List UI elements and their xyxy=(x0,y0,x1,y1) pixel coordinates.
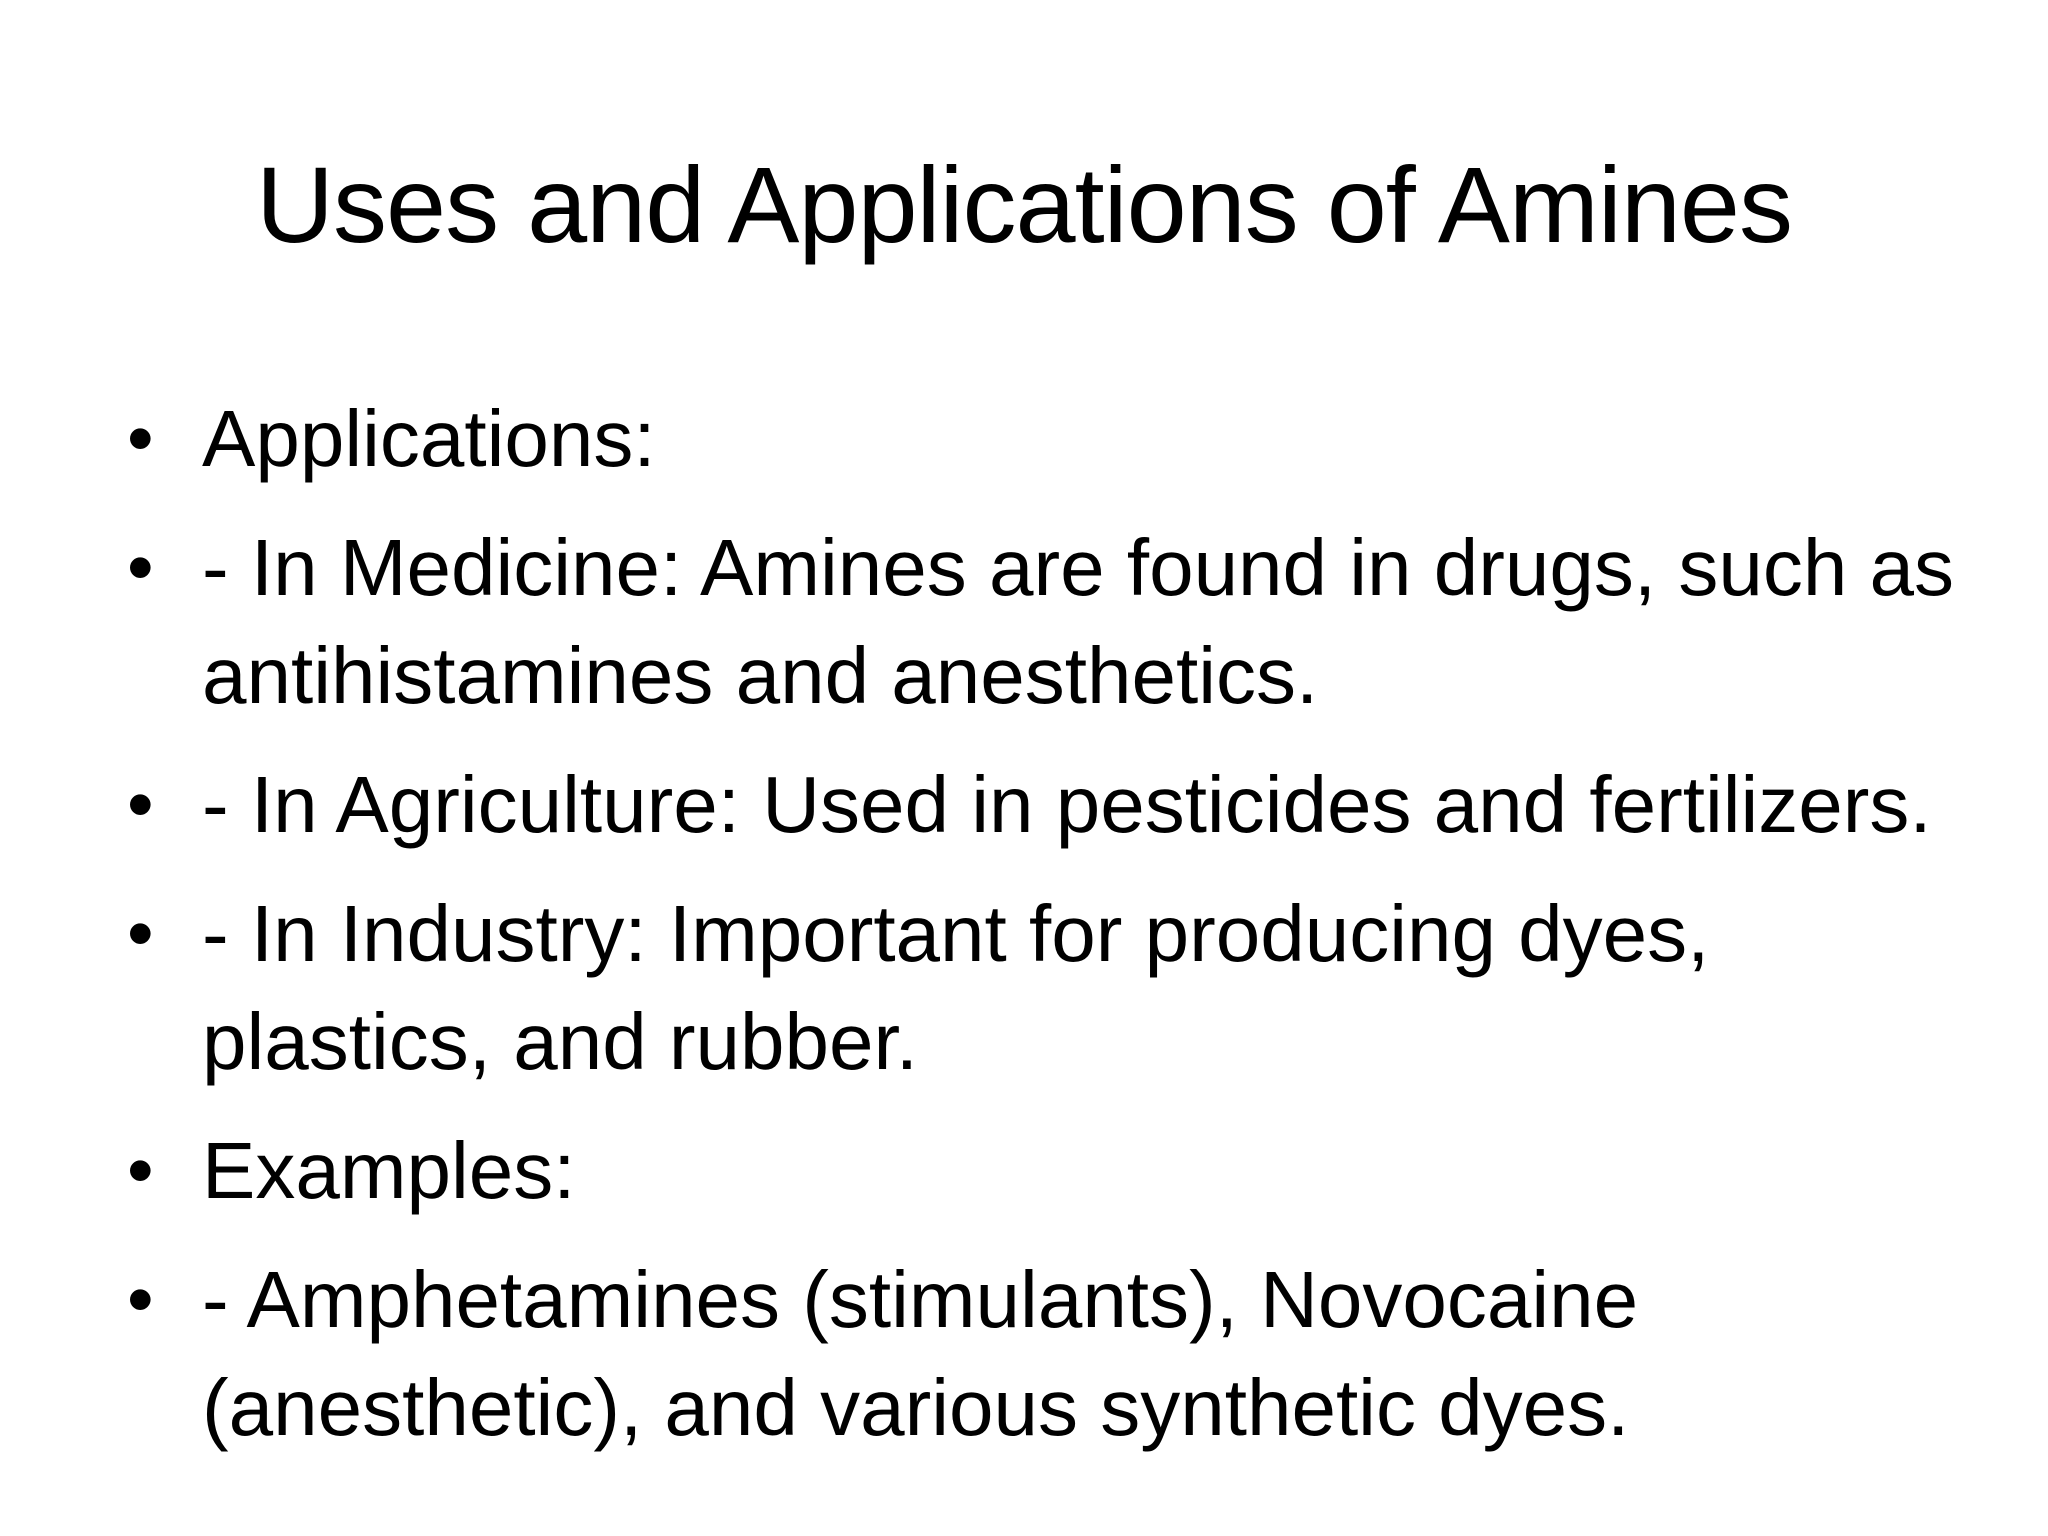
bullet-text: - In Medicine: Amines are found in drugs, such as antihistamines and anesthetics. xyxy=(202,523,1955,720)
bullet-item xyxy=(0,880,2048,1096)
bullet-list xyxy=(0,385,2048,1483)
bullet-item xyxy=(0,1117,2048,1225)
bullet-text: - Amphetamines (stimulants), Novocaine (anesthetic), and various synthetic dyes. xyxy=(202,1255,1639,1452)
bullet-dot-icon: • xyxy=(127,1128,154,1213)
bullet-dot-icon: • xyxy=(127,396,154,481)
bullet-item xyxy=(0,385,2048,493)
bullet-item xyxy=(0,1246,2048,1462)
bullet-text: Applications: xyxy=(202,394,656,483)
bullet-text: - In Industry: Important for producing dyes, plastics, and rubber. xyxy=(202,889,1710,1086)
bullet-item xyxy=(0,514,2048,730)
bullet-dot-icon: • xyxy=(127,525,154,610)
bullet-text: - In Agriculture: Used in pesticides and fertilizers. xyxy=(202,760,1932,849)
bullet-item xyxy=(0,751,2048,859)
slide-title: Uses and Applications of Amines xyxy=(256,144,1792,265)
bullet-dot-icon: • xyxy=(127,891,154,976)
bullet-dot-icon: • xyxy=(127,762,154,847)
bullet-dot-icon: • xyxy=(127,1257,154,1342)
bullet-text: Examples: xyxy=(202,1126,576,1215)
